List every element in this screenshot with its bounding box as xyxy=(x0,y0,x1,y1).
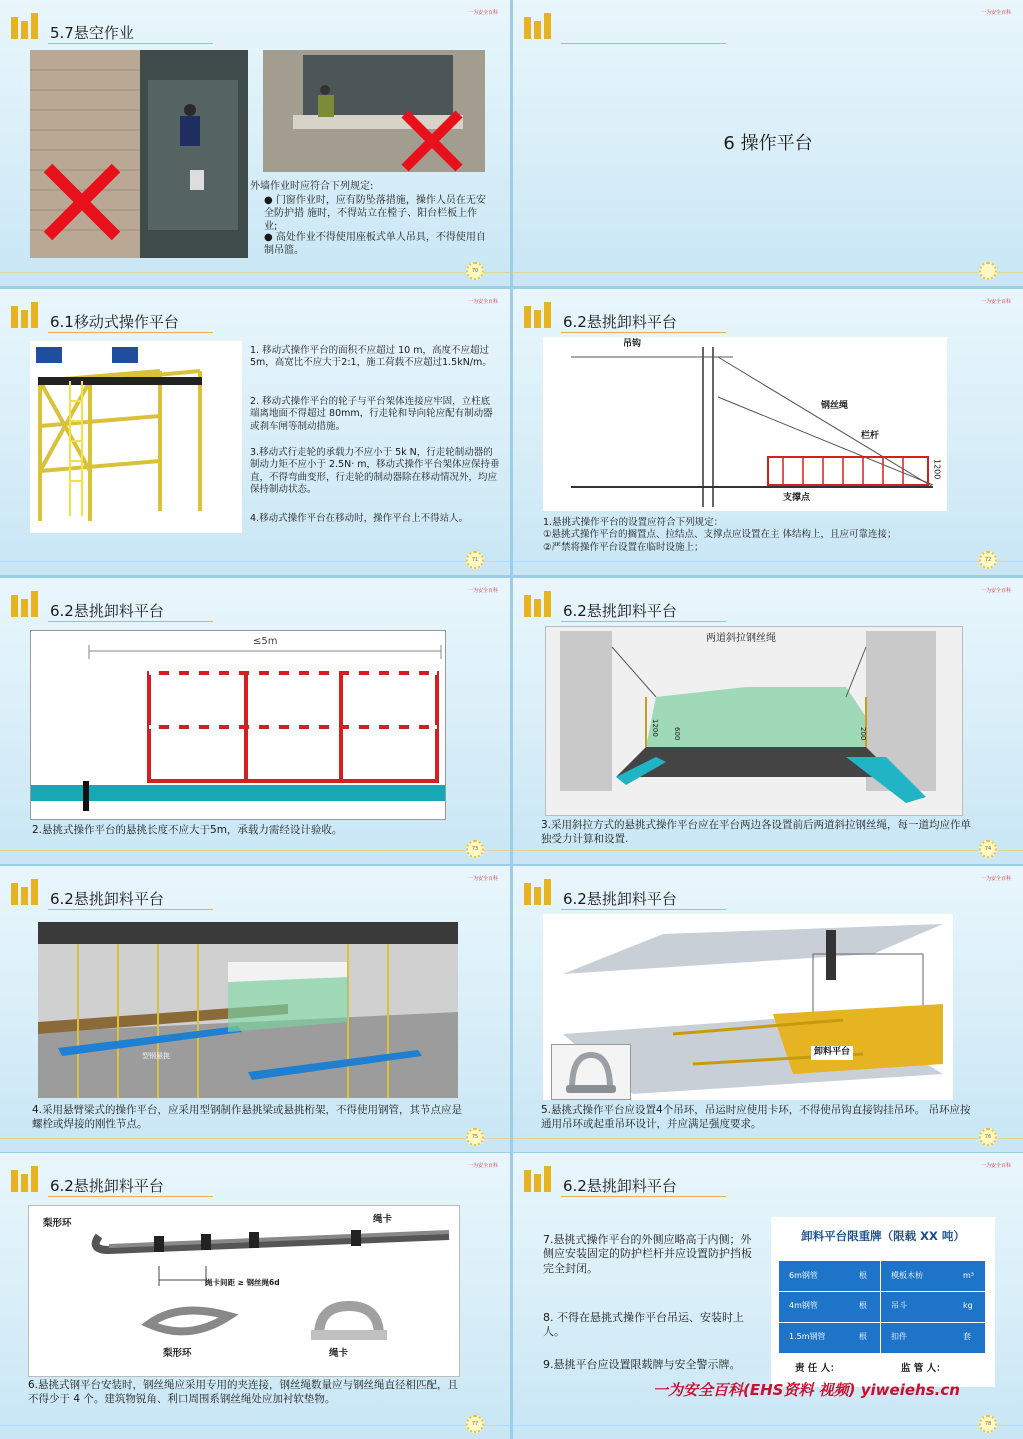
label-spacing: 绳卡间距 ≥ 钢丝绳6d xyxy=(205,1278,280,1287)
page-number xyxy=(979,262,997,280)
slide-title: 6.2悬挑卸料平台 xyxy=(50,890,164,908)
rule-paragraph: 3.移动式行走轮的承载力不应小于 5k N，行走轮制动器的 制动力矩不应小于 2.5N· m，移动式操作平台架体应保持垂 直，不得弯曲变形，行走轮的制动器除在移动情况外，均应保持制动状态。 xyxy=(250,447,500,496)
rope-clamp-diagram xyxy=(28,1205,460,1377)
slide-72 xyxy=(513,289,1023,575)
footer-line xyxy=(513,272,1023,273)
title-underline xyxy=(561,1196,726,1197)
brand-mark: 一为安全百科 xyxy=(980,299,1011,305)
slide-74 xyxy=(513,578,1023,864)
photo-wall-worker xyxy=(30,50,248,258)
label-pear-ring: 梨形环 xyxy=(43,1218,72,1229)
sign-cell: 1.5m钢管 xyxy=(789,1332,826,1341)
rule-paragraph: 4.移动式操作平台在移动时，操作平台上不得站人。 xyxy=(250,513,469,524)
rule-paragraph: 5.悬挑式操作平台应设置4个吊环，吊运时应使用卡环，不得使吊钩直接钩挂吊环。 吊环应按通用吊环或起重吊环设计，并应满足强度要求。 xyxy=(541,1104,971,1130)
slide-75 xyxy=(0,866,510,1152)
sign-cell: kg xyxy=(963,1301,973,1310)
page-number: 75 xyxy=(466,1128,484,1146)
label-support: 支撑点 xyxy=(783,493,811,503)
slide-title: 6.2悬挑卸料平台 xyxy=(563,1177,677,1195)
label-hook: 吊钩 xyxy=(623,339,642,349)
logo-icon xyxy=(522,298,556,332)
brand-mark: 一为安全百科 xyxy=(980,876,1011,882)
rule-paragraph: 6.悬挑式钢平台安装时，钢丝绳应采用专用的夹连接，钢丝绳数量应与钢丝绳直径相匹配，且不得少于 4 个。建筑物锐角、利口周围系钢丝绳处应加衬软垫物。 xyxy=(28,1379,459,1405)
brand-mark: 一为安全百科 xyxy=(980,1163,1011,1169)
title-underline xyxy=(48,332,213,333)
title-underline xyxy=(48,1196,213,1197)
cantilever-diagram xyxy=(543,337,947,511)
sign-cell: 套 xyxy=(963,1332,971,1341)
brand-mark: 一为安全百科 xyxy=(980,588,1011,594)
label-clamp: 绳卡 xyxy=(329,1348,349,1359)
page-number: 73 xyxy=(466,840,484,858)
dim-label: ≤5m xyxy=(253,636,278,647)
footer-line xyxy=(513,561,1023,562)
rule-paragraph: 2. 移动式操作平台的轮子与平台架体连接应牢固，立柱底 端离地面不得超过 80mm，行走轮和导向轮应配有制动器 或刹车闸等制动措施。 xyxy=(250,396,493,432)
slide-title: 5.7悬空作业 xyxy=(50,24,134,42)
brand-mark: 一为安全百科 xyxy=(980,10,1011,16)
sign-supervisor: 监 管 人： xyxy=(901,1363,946,1374)
sign-table xyxy=(779,1261,985,1353)
sign-title: 卸料平台限重牌（限载 XX 吨） xyxy=(801,1229,965,1243)
page-number: 72 xyxy=(979,551,997,569)
logo-icon xyxy=(522,9,556,43)
footer-line xyxy=(513,1138,1023,1139)
slide-title: 6.2悬挑卸料平台 xyxy=(563,602,677,620)
load-limit-sign xyxy=(771,1217,995,1387)
logo-icon xyxy=(9,9,43,43)
footer-line xyxy=(0,1138,510,1139)
brand-mark: 一为安全百科 xyxy=(467,299,498,305)
sign-cell: 6m钢管 xyxy=(789,1271,818,1280)
sign-cell: 扣件 xyxy=(891,1332,907,1341)
page-number: 70 xyxy=(466,262,484,280)
slide-71 xyxy=(0,289,510,575)
logo-icon xyxy=(522,1162,556,1196)
bullet-item: ● 门窗作业时，应有防坠落措施，操作人员在无安全防护措 施时，不得站立在樘子、阳台栏板上作业; xyxy=(264,195,486,232)
brand-mark: 一为安全百科 xyxy=(467,1163,498,1169)
sign-cell: 根 xyxy=(859,1271,867,1280)
photo-window-worker xyxy=(263,50,485,172)
slide-76 xyxy=(513,866,1023,1152)
title-underline xyxy=(48,621,213,622)
footer-line xyxy=(0,272,510,273)
footer-line xyxy=(0,561,510,562)
label-height: 1200 xyxy=(651,719,660,737)
brand-mark: 一为安全百科 xyxy=(467,10,498,16)
bullet-text: 高处作业不得使用座板式单人吊具，不得使用自制吊篮。 xyxy=(264,232,486,256)
title-underline xyxy=(561,909,726,910)
sign-responsible: 责 任 人： xyxy=(795,1363,840,1374)
sign-cell: 4m钢管 xyxy=(789,1301,818,1310)
slide-78 xyxy=(513,1153,1023,1439)
inclined-rope-figure xyxy=(545,626,963,816)
section-heading: 6 操作平台 xyxy=(723,133,813,154)
sign-cell: 吊斗 xyxy=(891,1301,907,1310)
sign-cell: m³ xyxy=(963,1271,974,1280)
rule-paragraph: 7.悬挑式操作平台的外侧应略高于内侧；外侧应安装固定的防护栏杆并应设置防护挡板完全封闭。 xyxy=(543,1233,752,1275)
lead-text: 外墙作业时应符合下列规定: xyxy=(250,181,374,192)
rule-paragraph: 8. 不得在悬挑式操作平台吊运、安装时上人。 xyxy=(543,1311,744,1339)
slide-77 xyxy=(0,1153,510,1439)
page-number: 77 xyxy=(466,1415,484,1433)
rule-paragraph: 9.悬挑平台应设置限载牌与安全警示牌。 xyxy=(543,1358,741,1371)
rule-paragraph: 1.悬挑式操作平台的设置应符合下列规定： ①悬挑式操作平台的搁置点、拉结点、支撑点应设置在主 体结构上，且应可靠连接； ②严禁将操作平台设置在临时设施上； xyxy=(543,517,897,553)
label-rail: 栏杆 xyxy=(861,431,880,441)
footer-line xyxy=(513,850,1023,851)
slide-title: 6.2悬挑卸料平台 xyxy=(50,1177,164,1195)
footer-line xyxy=(0,850,510,851)
label-platform: 卸料平台 xyxy=(811,1046,853,1060)
logo-icon xyxy=(9,298,43,332)
platform-render-figure xyxy=(543,914,953,1100)
brand-mark: 一为安全百科 xyxy=(467,588,498,594)
rule-paragraph: 1. 移动式操作平台的面积不应超过 10 m，高度不应超过5m，高宽比不应大于2:1，施工荷载不应超过1.5kN/m。 xyxy=(250,345,492,369)
shackle-icon xyxy=(551,1044,631,1100)
slide-title: 6.2悬挑卸料平台 xyxy=(50,602,164,620)
bullet-item: ● 高处作业不得使用座板式单人吊具，不得使用自制吊篮。 xyxy=(264,232,486,256)
slide-73 xyxy=(0,578,510,864)
rule-paragraph: 3.采用斜拉方式的悬挑式操作平台应在平台两边各设置前后两道斜拉钢丝绳，每一道均应作单独受力计算和设置. xyxy=(541,819,972,845)
label-beam: 型钢悬挑 xyxy=(142,1052,170,1060)
logo-icon xyxy=(9,1162,43,1196)
watermark-text: 一为安全百科(EHS资料 视频) yiweiehs.cn xyxy=(653,1381,960,1399)
rule-paragraph: 4.采用悬臂梁式的操作平台，应采用型钢制作悬挑梁或悬挑桁架，不得使用钢管，其节点应是螺栓或焊接的刚性节点。 xyxy=(32,1104,463,1130)
sign-cell: 模板木枋 xyxy=(891,1271,923,1280)
page-number: 78 xyxy=(979,1415,997,1433)
cross-icon xyxy=(42,162,122,242)
elevation-diagram xyxy=(30,630,446,820)
mobile-platform-figure xyxy=(30,341,242,533)
cross-icon xyxy=(399,108,465,172)
logo-icon xyxy=(522,875,556,909)
page-number: 76 xyxy=(979,1128,997,1146)
title-underline xyxy=(561,332,726,333)
label-rope: 钢丝绳 xyxy=(821,401,849,411)
bullet-text: 门窗作业时，应有防坠落措施，操作人员在无安全防护措 施时，不得站立在樘子、阳台栏板上作业; xyxy=(264,195,486,232)
page-number: 71 xyxy=(466,551,484,569)
slide-title: 6.1移动式操作平台 xyxy=(50,313,179,331)
slide-section-6 xyxy=(513,0,1023,286)
label-pear-ring: 梨形环 xyxy=(163,1348,192,1359)
label-clamp: 绳卡 xyxy=(373,1214,393,1225)
label-height: 600 xyxy=(673,727,682,741)
footer-line xyxy=(513,1425,1023,1426)
title-underline xyxy=(561,43,726,44)
title-underline xyxy=(48,909,213,910)
rule-paragraph: 2.悬挑式操作平台的悬挑长度不应大于5m，承载力需经设计验收。 xyxy=(32,824,343,836)
cantilever-beam-figure xyxy=(38,922,458,1098)
slide-title: 6.2悬挑卸料平台 xyxy=(563,890,677,908)
label-rope: 两道斜拉钢丝绳 xyxy=(706,633,776,644)
label-height: 200 xyxy=(859,727,868,741)
logo-icon xyxy=(522,587,556,621)
logo-icon xyxy=(9,875,43,909)
title-underline xyxy=(561,621,726,622)
sign-cell: 根 xyxy=(859,1301,867,1310)
sign-cell: 根 xyxy=(859,1332,867,1341)
page-number: 74 xyxy=(979,840,997,858)
footer-line xyxy=(0,1425,510,1426)
label-height: 1200 xyxy=(932,459,942,480)
slide-title: 6.2悬挑卸料平台 xyxy=(563,313,677,331)
brand-mark: 一为安全百科 xyxy=(467,876,498,882)
slide-70 xyxy=(0,0,510,286)
logo-icon xyxy=(9,587,43,621)
title-underline xyxy=(48,43,213,44)
